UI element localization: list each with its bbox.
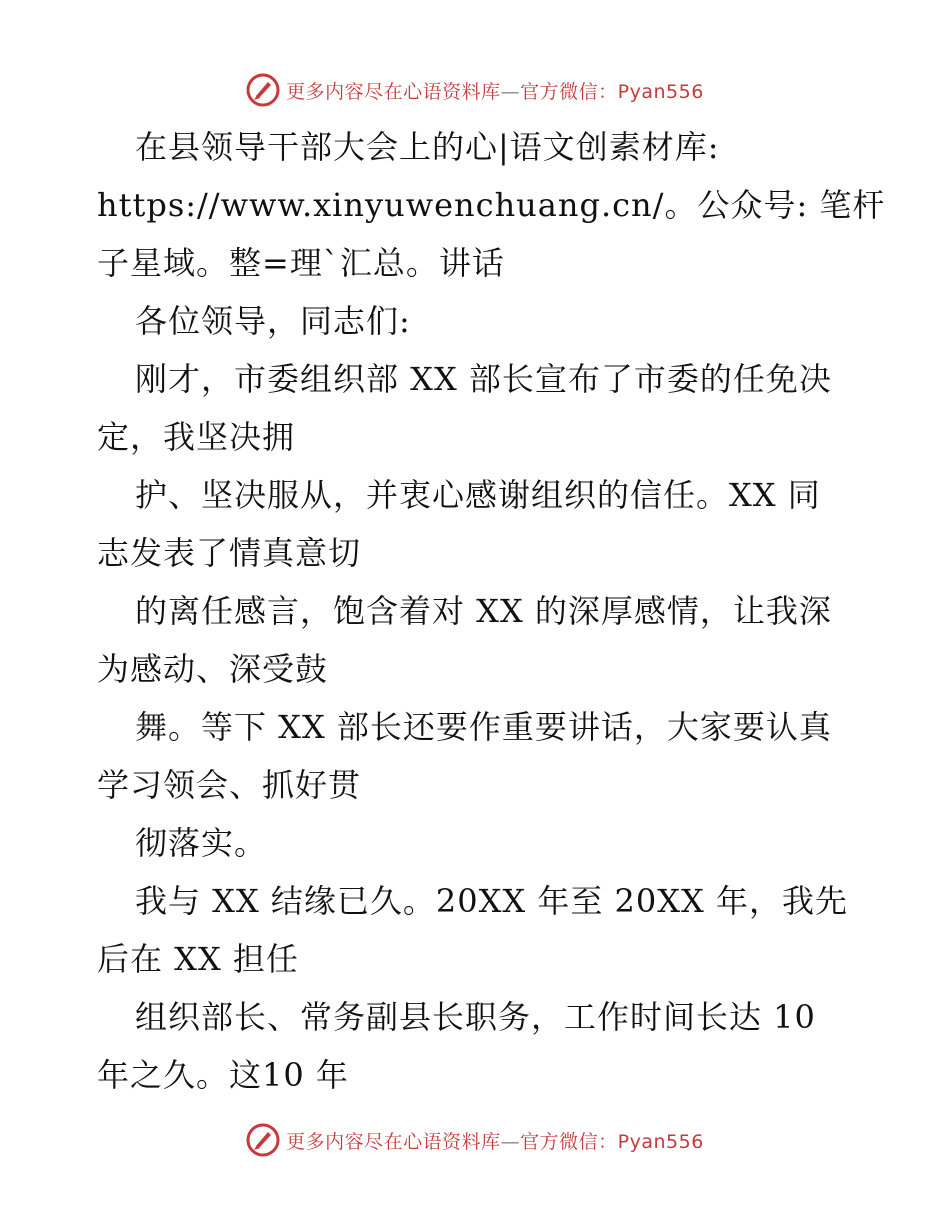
quill-heart-icon <box>246 73 280 107</box>
text-line: 年之久。这10 年 <box>97 1056 349 1094</box>
text-line: 彻落实。 <box>135 824 268 862</box>
banner-separator: — <box>500 80 521 103</box>
text-line: 学习领会、抓好贯 <box>97 766 362 804</box>
text-line: 后在 XX 担任 <box>97 940 299 978</box>
banner-title: 更多内容尽在心语资料库 <box>286 80 501 103</box>
text-line: 在县领导干部大会上的心|语文创素材库: <box>135 128 720 166</box>
banner-title: 更多内容尽在心语资料库 <box>286 1130 501 1153</box>
document-body <box>97 118 886 1104</box>
banner-wechat: 官方微信：Pyan556 <box>520 80 704 103</box>
text-line: 舞。等下 XX 部长还要作重要讲话，大家要认真 <box>135 708 832 746</box>
text-line: https://www.xinyuwenchuang.cn/。公众号: 笔杆 <box>97 186 886 224</box>
text-line: 护、坚决服从，并衷心感谢组织的信任。XX 同 <box>135 476 821 514</box>
text-line: 我与 XX 结缘已久。20XX 年至 20XX 年，我先 <box>135 882 848 920</box>
banner-separator: — <box>500 1130 521 1153</box>
quill-heart-icon <box>246 1123 280 1157</box>
text-line: 各位领导，同志们: <box>135 302 411 340</box>
banner-wechat: 官方微信：Pyan556 <box>520 1130 704 1153</box>
text-line: 定，我坚决拥 <box>97 418 296 456</box>
text-line: 为感动、深受鼓 <box>97 650 329 688</box>
footer-banner <box>0 1120 950 1160</box>
text-line: 刚才，市委组织部 XX 部长宣布了市委的任免决 <box>135 360 832 398</box>
text-line: 的离任感言，饱含着对 XX 的深厚感情，让我深 <box>135 592 832 630</box>
text-line: 子星域。整=理`汇总。讲话 <box>97 244 505 282</box>
text-line: 志发表了情真意切 <box>97 534 362 572</box>
text-line: 组织部长、常务副县长职务，工作时间长达 10 <box>135 998 816 1036</box>
header-banner <box>0 70 950 110</box>
